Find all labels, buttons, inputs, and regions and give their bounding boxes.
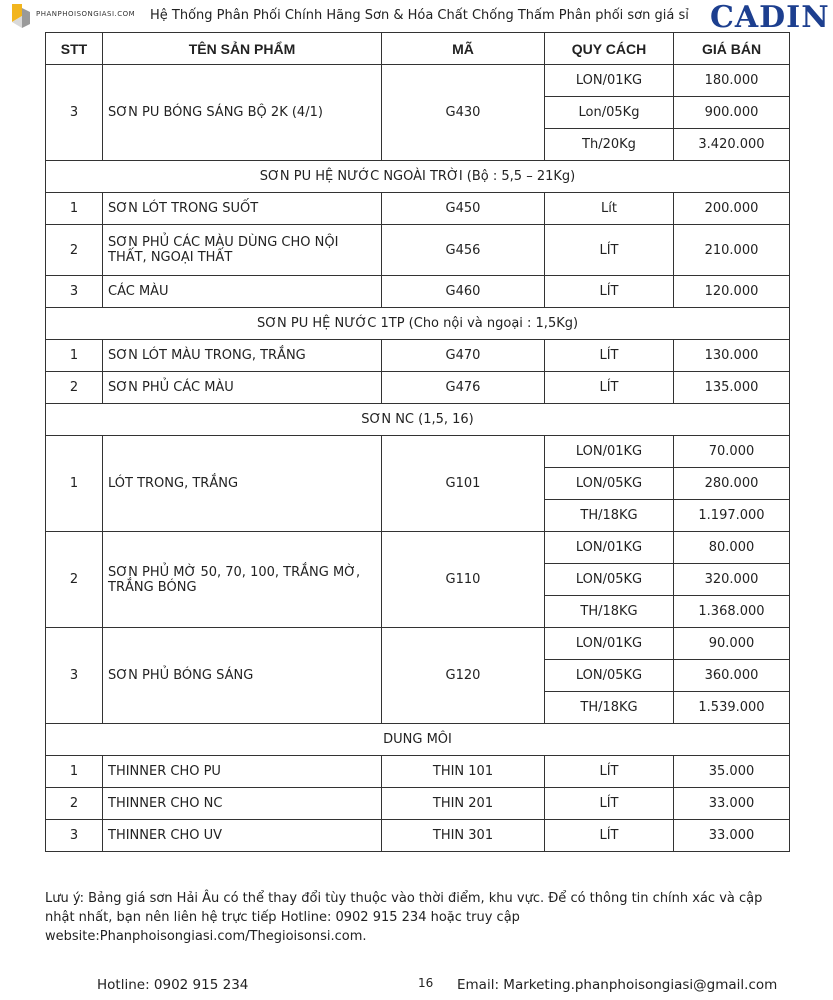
cell-spec: Lon/05Kg bbox=[545, 97, 674, 129]
table-row bbox=[46, 193, 790, 225]
header-product-name: TÊN SẢN PHẨM bbox=[103, 33, 382, 65]
cell-price: 33.000 bbox=[674, 820, 790, 852]
cell-spec: LON/01KG bbox=[545, 628, 674, 660]
page-number: 16 bbox=[418, 976, 434, 990]
price-note: Lưu ý: Bảng giá sơn Hải Âu có thể thay đổi tùy thuộc vào thời điểm, khu vực. Để có thông tin chính xác và cập nhật nhất, bạn nên liên hệ trực tiếp Hotline: 0902 915 234 hoặc truy cập website:Phanphoisongiasi.com/Thegioisonsi.com. bbox=[45, 891, 763, 944]
cell-code: G450 bbox=[382, 193, 545, 225]
cell-spec: LÍT bbox=[545, 340, 674, 372]
cell-product-name: SƠN PHỦ MỜ 50, 70, 100, TRẮNG MỜ, TRẮNG BÓNG bbox=[103, 532, 382, 628]
table-row bbox=[46, 225, 790, 276]
cell-price: 200.000 bbox=[674, 193, 790, 225]
section-title: SƠN PU HỆ NƯỚC NGOÀI TRỜI (Bộ : 5,5 – 21Kg) bbox=[46, 161, 790, 193]
table-row bbox=[46, 340, 790, 372]
cell-code: G120 bbox=[382, 628, 545, 724]
cell-stt: 2 bbox=[46, 788, 103, 820]
cell-price: 360.000 bbox=[674, 660, 790, 692]
cell-spec: LÍT bbox=[545, 820, 674, 852]
section-title: SƠN NC (1,5, 16) bbox=[46, 404, 790, 436]
footer-email: Email: Marketing.phanphoisongiasi@gmail.com bbox=[457, 977, 778, 993]
header-spec: QUY CÁCH bbox=[545, 33, 674, 65]
cell-price: 120.000 bbox=[674, 276, 790, 308]
table-row bbox=[46, 436, 790, 468]
cell-price: 210.000 bbox=[674, 225, 790, 276]
header-code: MÃ bbox=[382, 33, 545, 65]
footer-hotline: Hotline: 0902 915 234 bbox=[97, 977, 249, 993]
header-stt: STT bbox=[46, 33, 103, 65]
cell-price: 280.000 bbox=[674, 468, 790, 500]
page-header bbox=[0, 0, 833, 34]
cell-product-name: SƠN PHỦ BÓNG SÁNG bbox=[103, 628, 382, 724]
cell-code: G456 bbox=[382, 225, 545, 276]
cell-price: 90.000 bbox=[674, 628, 790, 660]
table-row bbox=[46, 372, 790, 404]
cell-spec: LÍT bbox=[545, 225, 674, 276]
cell-price: 900.000 bbox=[674, 97, 790, 129]
cell-stt: 3 bbox=[46, 820, 103, 852]
table-row bbox=[46, 788, 790, 820]
cell-code: G470 bbox=[382, 340, 545, 372]
cell-price: 1.539.000 bbox=[674, 692, 790, 724]
cell-spec: Lít bbox=[545, 193, 674, 225]
cell-spec: LON/01KG bbox=[545, 436, 674, 468]
brand-logo: CADIN bbox=[710, 0, 830, 35]
cell-stt: 3 bbox=[46, 628, 103, 724]
cell-spec: LON/01KG bbox=[545, 65, 674, 97]
cell-code: G476 bbox=[382, 372, 545, 404]
cell-product-name: SƠN LÓT TRONG SUỐT bbox=[103, 193, 382, 225]
cell-stt: 2 bbox=[46, 532, 103, 628]
table-header-row bbox=[46, 33, 790, 65]
cell-code: G110 bbox=[382, 532, 545, 628]
table-row bbox=[46, 756, 790, 788]
cell-price: 135.000 bbox=[674, 372, 790, 404]
section-row bbox=[46, 308, 790, 340]
cell-price: 70.000 bbox=[674, 436, 790, 468]
cell-product-name: THINNER CHO NC bbox=[103, 788, 382, 820]
cell-price: 130.000 bbox=[674, 340, 790, 372]
cell-spec: LÍT bbox=[545, 756, 674, 788]
cell-spec: TH/18KG bbox=[545, 596, 674, 628]
cell-stt: 1 bbox=[46, 436, 103, 532]
cell-product-name: SƠN PHỦ CÁC MÀU DÙNG CHO NỘI THẤT, NGOẠI THẤT bbox=[103, 225, 382, 276]
cell-price: 35.000 bbox=[674, 756, 790, 788]
cell-spec: LON/05KG bbox=[545, 564, 674, 596]
section-title: SƠN PU HỆ NƯỚC 1TP (Cho nội và ngoại : 1,5Kg) bbox=[46, 308, 790, 340]
cell-code: G460 bbox=[382, 276, 545, 308]
cell-spec: LON/05KG bbox=[545, 468, 674, 500]
table-row bbox=[46, 532, 790, 564]
cell-product-name: SƠN PHỦ CÁC MÀU bbox=[103, 372, 382, 404]
section-title: DUNG MÔI bbox=[46, 724, 790, 756]
cell-code: G430 bbox=[382, 65, 545, 161]
cell-code: THIN 101 bbox=[382, 756, 545, 788]
table-row bbox=[46, 65, 790, 97]
table-row bbox=[46, 628, 790, 660]
cell-spec: LON/01KG bbox=[545, 532, 674, 564]
header-price: GIÁ BÁN bbox=[674, 33, 790, 65]
cell-price: 3.420.000 bbox=[674, 129, 790, 161]
section-row bbox=[46, 161, 790, 193]
cell-spec: LÍT bbox=[545, 276, 674, 308]
cell-stt: 3 bbox=[46, 276, 103, 308]
cell-code: THIN 301 bbox=[382, 820, 545, 852]
cell-price: 1.368.000 bbox=[674, 596, 790, 628]
section-row bbox=[46, 404, 790, 436]
cell-product-name: SƠN PU BÓNG SÁNG BỘ 2K (4/1) bbox=[103, 65, 382, 161]
cell-price: 1.197.000 bbox=[674, 500, 790, 532]
cell-product-name: THINNER CHO UV bbox=[103, 820, 382, 852]
cell-stt: 3 bbox=[46, 65, 103, 161]
cell-product-name: LÓT TRONG, TRẮNG bbox=[103, 436, 382, 532]
cell-product-name: CÁC MÀU bbox=[103, 276, 382, 308]
table-row bbox=[46, 820, 790, 852]
cell-price: 320.000 bbox=[674, 564, 790, 596]
cell-spec: LÍT bbox=[545, 372, 674, 404]
cell-spec: LÍT bbox=[545, 788, 674, 820]
cell-code: G101 bbox=[382, 436, 545, 532]
table-row bbox=[46, 276, 790, 308]
cell-stt: 1 bbox=[46, 340, 103, 372]
cell-stt: 2 bbox=[46, 225, 103, 276]
company-logo-icon bbox=[8, 2, 32, 28]
section-row bbox=[46, 724, 790, 756]
cell-stt: 1 bbox=[46, 193, 103, 225]
cell-product-name: SƠN LÓT MÀU TRONG, TRẮNG bbox=[103, 340, 382, 372]
cell-spec: TH/18KG bbox=[545, 500, 674, 532]
cell-code: THIN 201 bbox=[382, 788, 545, 820]
cell-spec: LON/05KG bbox=[545, 660, 674, 692]
header-title: Hệ Thống Phân Phối Chính Hãng Sơn & Hóa Chất Chống Thấm Phân phối sơn giá sỉ bbox=[150, 8, 689, 23]
cell-stt: 1 bbox=[46, 756, 103, 788]
cell-product-name: THINNER CHO PU bbox=[103, 756, 382, 788]
cell-spec: TH/18KG bbox=[545, 692, 674, 724]
site-name: PHANPHOISONGIASI.COM bbox=[36, 10, 136, 18]
cell-spec: Th/20Kg bbox=[545, 129, 674, 161]
cell-price: 180.000 bbox=[674, 65, 790, 97]
price-table bbox=[45, 32, 790, 852]
cell-stt: 2 bbox=[46, 372, 103, 404]
cell-price: 33.000 bbox=[674, 788, 790, 820]
cell-price: 80.000 bbox=[674, 532, 790, 564]
